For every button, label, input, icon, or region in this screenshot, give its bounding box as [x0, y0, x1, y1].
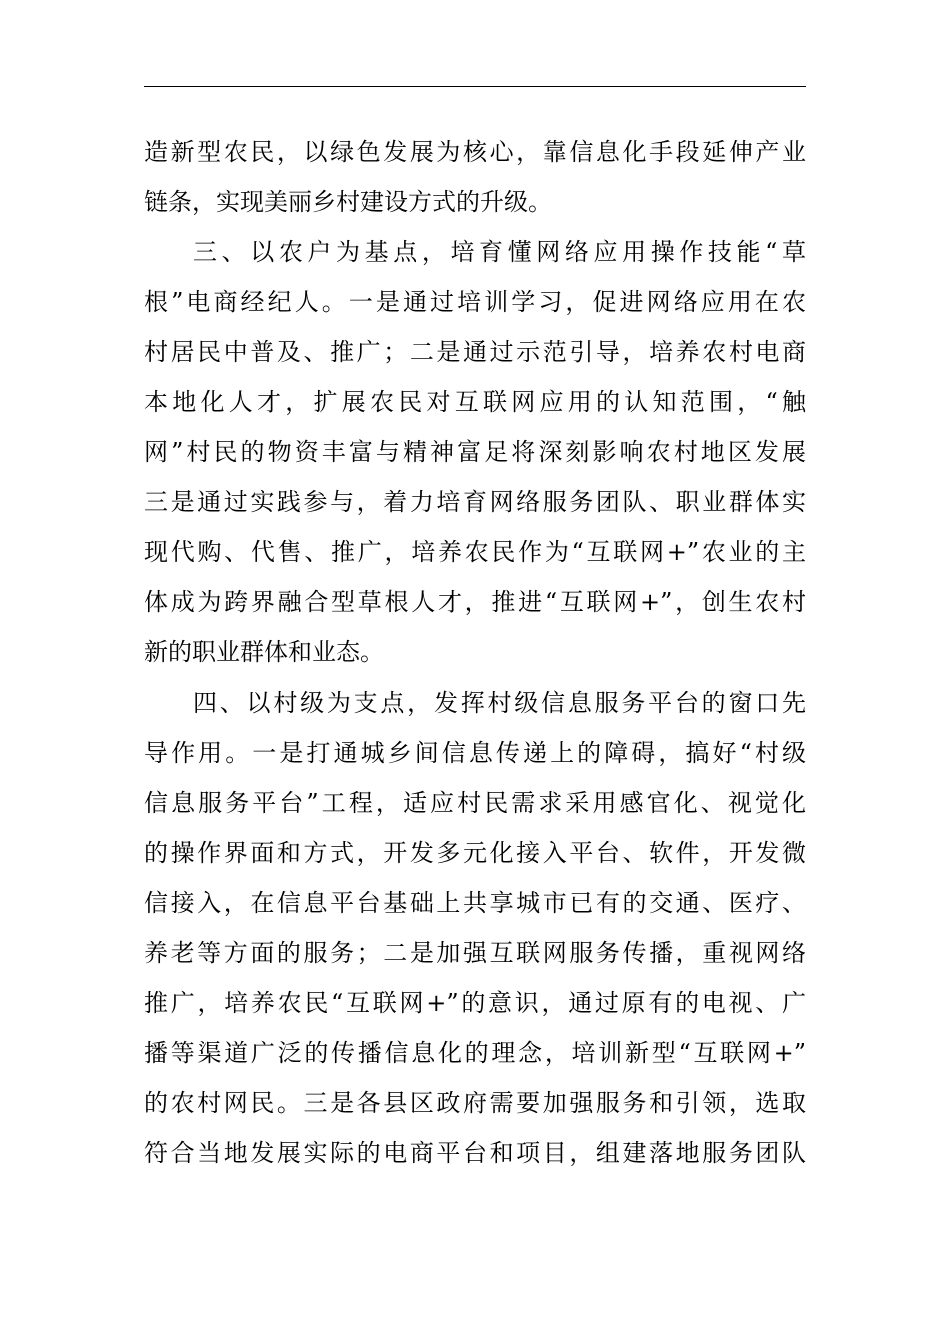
text-line: 村居民中普及、推广；二是通过示范引导，培养农村电商: [144, 338, 806, 366]
paragraph-heading-line: 四、以村级为支点，发挥村级信息服务平台的窗口先: [193, 689, 806, 717]
text-line: 符合当地发展实际的电商平台和项目，组建落地服务团队: [144, 1139, 806, 1167]
text-line: 导作用。一是打通城乡间信息传递上的障碍，搞好“村级: [144, 739, 806, 767]
text-line: 造新型农民，以绿色发展为核心，靠信息化手段延伸产业: [144, 138, 806, 166]
text-line: 推广，培养农民“互联网+”的意识，通过原有的电视、广: [144, 989, 806, 1017]
text-line: 信接入，在信息平台基础上共享城市已有的交通、医疗、: [144, 889, 806, 917]
text-line: 体成为跨界融合型草根人才，推进“互联网+”，创生农村: [144, 588, 806, 616]
text-line: 的操作界面和方式，开发多元化接入平台、软件，开发微: [144, 839, 806, 867]
text-line: 播等渠道广泛的传播信息化的理念，培训新型“互联网+”: [144, 1039, 806, 1067]
text-line: 三是通过实践参与，着力培育网络服务团队、职业群体实: [144, 488, 806, 516]
text-line: 链条，实现美丽乡村建设方式的升级。: [144, 188, 552, 216]
text-line: 新的职业群体和业态。: [144, 638, 384, 666]
paragraph-heading-line: 三、以农户为基点，培育懂网络应用操作技能“草: [193, 238, 806, 266]
header-rule: [144, 86, 806, 87]
text-line: 现代购、代售、推广，培养农民作为“互联网+”农业的主: [144, 538, 806, 566]
text-line: 本地化人才，扩展农民对互联网应用的认知范围，“触: [144, 388, 806, 416]
text-line: 网”村民的物资丰富与精神富足将深刻影响农村地区发展: [144, 438, 806, 466]
text-line: 信息服务平台”工程，适应村民需求采用感官化、视觉化: [144, 789, 806, 817]
text-line: 的农村网民。三是各县区政府需要加强服务和引领，选取: [144, 1089, 806, 1117]
text-line: 养老等方面的服务；二是加强互联网服务传播，重视网络: [144, 939, 806, 967]
text-line: 根”电商经纪人。一是通过培训学习，促进网络应用在农: [144, 288, 806, 316]
